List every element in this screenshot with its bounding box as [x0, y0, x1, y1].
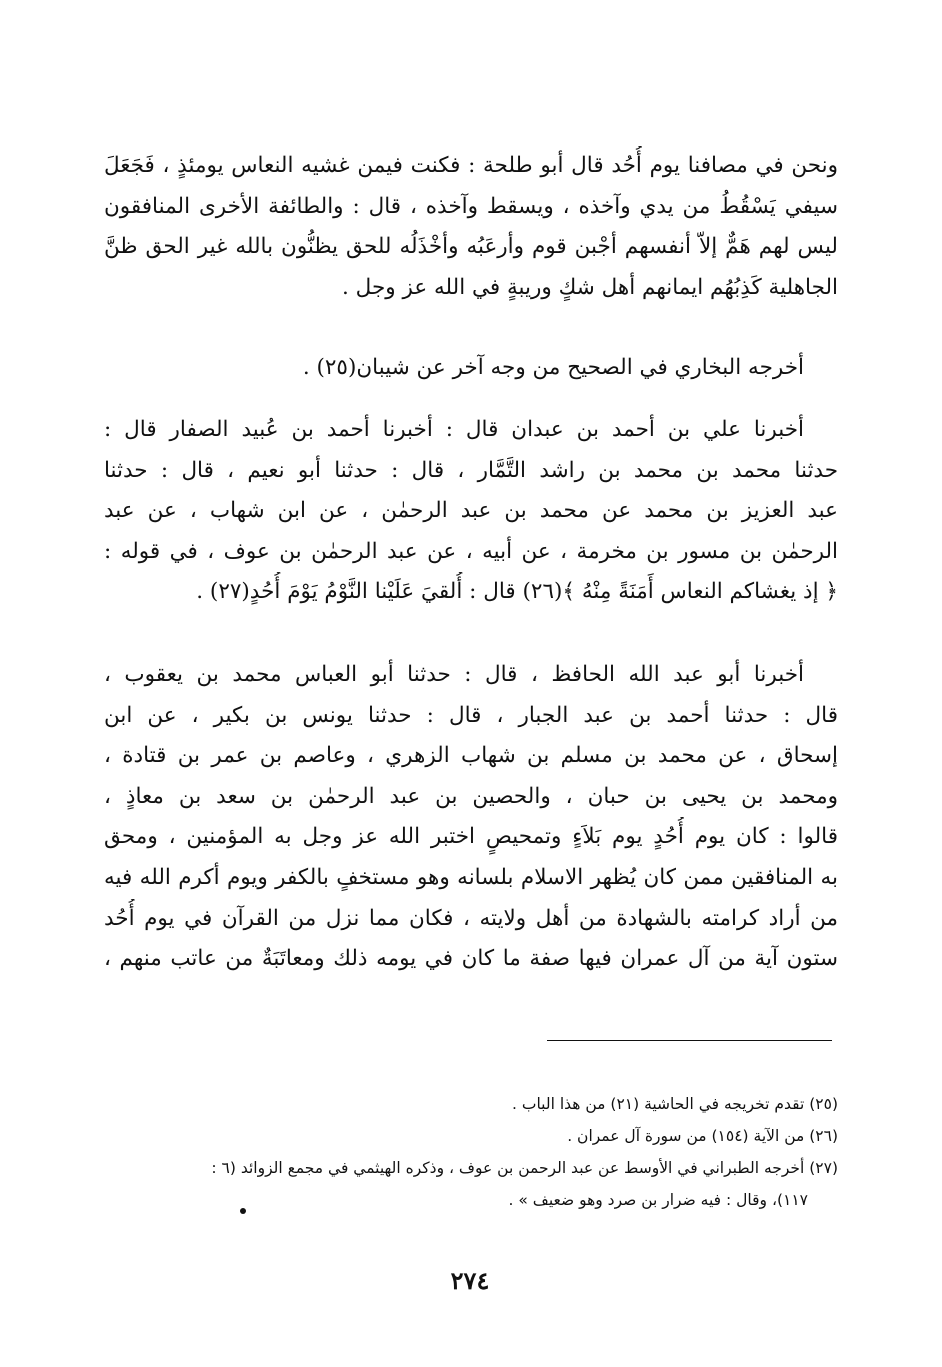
- footnote-line: ١١٧)، وقال : فيه ضرار بن صرد وهو ضعيف » .: [508, 1191, 808, 1209]
- text-line: حدثنا محمد بن محمد بن راشد التَّمَّار ، قال : حدثنا أبو نعيم ، قال : حدثنا: [104, 457, 838, 483]
- footnote-26: [104, 1120, 838, 1152]
- text-line: ليس لهم هَمٌّ إلاّ أنفسهم أجْبن قوم وأرعَبُه وأخْذَلُه للحق يظنُّون بالله غير الحق ظنَّ: [104, 234, 838, 260]
- text-line: ونحن في مصافنا يوم أُحُد قال أبو طلحة : فكنت فيمن غشيه النعاس يومئذٍ ، فَجَعَلَ: [104, 153, 838, 178]
- text-line: قال : حدثنا أحمد بن عبد الجبار ، قال : حدثنا يونس بن بكير ، عن ابن: [104, 702, 838, 728]
- text-line: إسحاق ، عن محمد بن مسلم بن شهاب الزهري ، وعاصم بن عمر بن قتادة ،: [104, 743, 838, 769]
- footnote-line: (٢٥) تقدم تخريجه في الحاشية (٢١) من هذا الباب .: [512, 1095, 838, 1113]
- text-line: من أراد كرامته بالشهادة من أهل ولايته ، فكان مما نزل من القرآن في يوم أُحُد: [104, 905, 838, 931]
- page-number: ٢٧٤: [450, 1266, 490, 1295]
- text-line: قالوا : كان يوم أُحُدٍ يوم بَلاَءٍ وتمحيصٍ اختبر الله عز وجل به المؤمنين ، ومحق: [104, 824, 838, 850]
- text-line: الجاهلية كَذِبُهُم ايمانهم أهل شكٍ وريبةٍ في الله عز وجل .: [342, 274, 838, 300]
- footnote-line: (٢٦) من الآية (١٥٤) من سورة آل عمران .: [567, 1127, 838, 1145]
- text-line: أخبرنا علي بن أحمد بن عبدان قال : أخبرنا أحمد بن عُبيد الصفار قال :: [104, 417, 804, 442]
- footnote-separator: [547, 1040, 832, 1041]
- text-line: به المنافقين ممن كان يُظهر الاسلام بلسانه وهو مستخفٍ بالكفر ويوم أكرم الله فيه: [104, 864, 838, 890]
- footnote-25: [104, 1088, 838, 1120]
- footnote-line: (٢٧) أخرجه الطبراني في الأوسط عن عبد الرحمن بن عوف ، وذكره الهيثمي في مجمع الزوائد (٦ :: [211, 1159, 838, 1177]
- ink-dot: [240, 1208, 246, 1214]
- text-line: ومحمد بن يحيى بن حبان ، والحصين بن عبد الرحمٰن بن سعد بن معاذٍ ،: [104, 783, 838, 809]
- text-line: أخرجه البخاري في الصحيح من وجه آخر عن شيبان(٢٥) .: [302, 355, 804, 380]
- text-line: عبد العزيز بن محمد عن محمد بن عبد الرحمٰن ، عن ابن شهاب ، عن عبد: [104, 498, 838, 524]
- footnotes: [104, 1088, 838, 1216]
- paragraph-4: [104, 655, 838, 980]
- paragraph-3: [104, 410, 838, 613]
- text-line: الرحمٰن بن مسور بن مخرمة ، عن أبيه ، عن عبد الرحمٰن بن عوف ، في قوله :: [104, 538, 838, 564]
- text-line: سيفي يَسْقُطُ من يدي وآخذه ، ويسقط وآخذه ، قال : والطائفة الأخرى المنافقون: [104, 193, 838, 219]
- paragraph-2: [104, 348, 838, 389]
- text-line: أخبرنا أبو عبد الله الحافظ ، قال : حدثنا أبو العباس محمد بن يعقوب ،: [104, 662, 804, 687]
- text-line: ستون آية من آل عمران فيها صفة ما كان في يومه ذلك ومعاتَبَةٌ من عاتب منهم ،: [104, 946, 838, 972]
- footnote-27: [104, 1152, 838, 1216]
- paragraph-1: [104, 146, 838, 308]
- text-line: ﴿ إذ يغشاكم النعاس أَمَنَةً مِنْهُ ﴾(٢٦) قال : أُلقيَ عَلَيْنا النَّوْمُ يَوْمَ أُحُدٍ(٢٧) .: [196, 579, 838, 605]
